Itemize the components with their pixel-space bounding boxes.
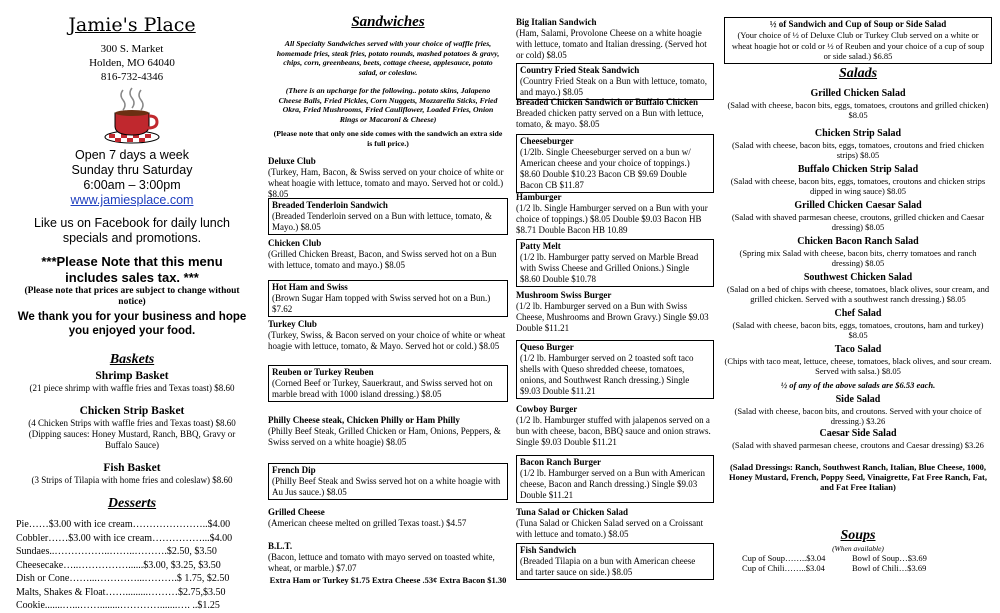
days-range: Sunday thru Saturday xyxy=(71,163,193,177)
dessert-item: Pie……$3.00 with ice cream…………………..$4.00 xyxy=(16,519,231,530)
salad-name: Chicken Strip Salad xyxy=(814,128,902,139)
sandwich-desc: (1/2 lb. Hamburger stuffed with jalapenos served on a bun with cheese, bacon, BBQ sauce and onion straws. Single $9.03 Double $11.21 xyxy=(516,415,711,447)
half-combo-title: ½ of Sandwich and Cup of Soup or Side Salad xyxy=(769,19,947,29)
sandwiches-column-1 xyxy=(268,0,508,607)
sandwich-desc: (Bacon, lettuce and tomato with mayo served on toasted white, wheat, or marble.) $7.07 xyxy=(268,552,495,573)
sandwich-desc: (1/2 lb. Hamburger served on a Bun with American cheese, Bacon and Ranch dressing.) Single $9.03 Double $11.21 xyxy=(520,468,706,500)
price-change-note: (Please note that prices are subject to change without notice) xyxy=(24,286,240,307)
sandwich-desc: (Philly Beef Steak and Swiss served hot on a white hoagie with Au Jus sauce.) $8.05 xyxy=(272,476,501,497)
coffee-cup-logo xyxy=(101,86,163,144)
salad-name: Grilled Chicken Caesar Salad xyxy=(794,200,922,211)
sandwich-desc: (American cheese melted on grilled Texas toast.) $4.57 xyxy=(268,518,467,528)
sandwich-item xyxy=(268,238,508,271)
phone: 816-732-4346 xyxy=(100,71,164,83)
desserts-list xyxy=(16,518,248,613)
sandwich-item xyxy=(516,340,714,399)
facebook-note: Like us on Facebook for daily lunch specials and promotions. xyxy=(34,216,230,245)
salad-desc: (Salad with cheese, bacon bits, eggs, tomatoes, croutons and chicken strips dipped in wing sauce) $8.05 xyxy=(730,176,986,196)
thanks-note: We thank you for your business and hope you enjoyed your food. xyxy=(17,311,247,337)
sandwich-name: Queso Burger xyxy=(520,342,574,352)
sandwich-name: B.L.T. xyxy=(268,541,293,551)
salad-name: Taco Salad xyxy=(834,344,882,355)
basket-item-name: Shrimp Basket xyxy=(95,370,169,382)
dessert-item: Dish or Cone……...…………...……….$ 1.75, $2.50 xyxy=(16,573,230,584)
salad-desc: (Salad on a bed of chips with cheese, tomatoes, black olives, sour cream, and grilled chicken. Served with a southwest ranch dressing.) $8.05 xyxy=(726,284,990,304)
salads-title: Salads xyxy=(838,66,878,81)
sandwich-name: French Dip xyxy=(272,465,316,475)
sandwich-desc: (Country Fried Steak on a Bun with lettuce, tomato, and mayo.) $8.05 xyxy=(520,76,707,97)
dressings-note: (Salad Dressings: Ranch, Southwest Ranch, Italian, Blue Cheese, 1000, Honey Mustard, French, Poppy Seed, Vinaigrette, Fat Free Ranch, Fat, and Fat Free Italian) xyxy=(728,462,988,492)
steam-icon xyxy=(121,90,125,110)
sandwich-desc: (Ham, Salami, Provolone Cheese on a white hoagie with lettuce, tomato and Italian dressing. (Served hot or cold) $8.05 xyxy=(516,28,707,60)
sandwich-desc: (Turkey, Swiss, & Bacon served on your choice of white or wheat hoagie with lettuce, tomato, & Mayo. Served hot or cold.) $8.05 xyxy=(268,330,506,351)
salad-desc: (Salad with cheese, bacon bits, eggs, tomatoes, croutons and fried chicken strips) $8.05 xyxy=(731,140,985,160)
basket-item-desc: (3 Strips of Tilapia with home fries and coleslaw) $8.60 xyxy=(31,475,233,485)
sandwich-name: Mushroom Swiss Burger xyxy=(516,290,612,300)
basket-item-name: Fish Basket xyxy=(103,462,161,474)
side-salad-desc: (Salad with cheese, bacon bits, and croutons. Served with your choice of dressing.) $3.26 xyxy=(734,406,982,426)
open-days: Open 7 days a week xyxy=(75,148,189,162)
sandwich-name: Bacon Ranch Burger xyxy=(520,457,601,467)
desserts-title: Desserts xyxy=(107,496,157,511)
sandwich-desc: (Brown Sugar Ham topped with Swiss served hot on a Bun.) $7.62 xyxy=(272,293,491,314)
baskets-title: Baskets xyxy=(109,352,155,367)
sandwich-desc: (1/2 lb. Single Hamburger served on a Bun with your choice of toppings.) $8.05 Double $9.03 Bacon HB $8.71 Double Bacon HB 10.89 xyxy=(516,203,708,235)
sandwich-desc: (1/2 lb. Hamburger patty served on Marble Bread with Swiss Cheese and Grilled Onions.) Single $8.60 Double $10.78 xyxy=(520,252,699,284)
salad-desc: (Salad with cheese, bacon bits, eggs, tomatoes, croutons and grilled chicken) $8.05 xyxy=(727,100,989,120)
sandwich-item xyxy=(516,290,714,334)
sandwiches-column-2 xyxy=(516,0,714,607)
dessert-item: Sundaes..……………..……..……….$2.50, $3.50 xyxy=(16,546,217,557)
sandwich-name: Country Fried Steak Sandwich xyxy=(520,65,640,75)
sandwich-name: Turkey Club xyxy=(268,319,317,329)
soups-subtitle: (When available) xyxy=(832,544,884,553)
soup-left: Cup of Chili……..$3.04 xyxy=(742,563,825,573)
sandwich-item xyxy=(268,541,508,574)
soup-left: Cup of Soup……..$3.04 xyxy=(742,553,826,563)
sandwich-item xyxy=(516,455,714,503)
soup-right: Bowl of Chili…$3.69 xyxy=(852,563,927,573)
hours-block xyxy=(16,148,248,208)
basket-item-desc: (21 piece shrimp with waffle fries and Texas toast) $8.60 xyxy=(29,383,235,393)
sandwich-desc: (Breaded Tenderloin served on a Bun with lettuce, tomato, & Mayo.) $8.05 xyxy=(272,211,492,232)
sandwich-name: Patty Melt xyxy=(520,241,561,251)
steam-icon xyxy=(139,90,143,110)
soups-section xyxy=(724,528,992,573)
salad-name: Chicken Bacon Ranch Salad xyxy=(797,236,919,247)
sandwich-name: Chicken Club xyxy=(268,238,322,248)
sandwich-item xyxy=(516,192,714,236)
salad-desc: (Salad with cheese, bacon bits, eggs, tomatoes, croutons, ham and turkey) $8.05 xyxy=(732,320,984,340)
sandwich-desc: (Corned Beef or Turkey, Sauerkraut, and Swiss served hot on marble bread with 1000 island dressing.) $8.05 xyxy=(272,378,493,399)
soup-row xyxy=(724,563,992,573)
sandwich-name: Breaded Chicken Sandwich or Buffalo Chicken xyxy=(516,97,698,107)
cup-icon xyxy=(115,113,149,135)
salad-desc: (Chips with taco meat, lettuce, cheese, tomatoes, black olives, and sour cream. Served with salsa.) $8.05 xyxy=(724,356,992,376)
sandwich-item xyxy=(516,404,714,448)
sandwich-item xyxy=(516,97,714,130)
one-side-note: (Please note that only one side comes with the sandwich an extra side is full price.) xyxy=(273,129,503,148)
sandwich-name: Deluxe Club xyxy=(268,156,316,166)
sandwich-name: Big Italian Sandwich xyxy=(516,17,597,27)
sandwich-name: Tuna Salad or Chicken Salad xyxy=(516,507,629,517)
sandwich-item xyxy=(516,17,714,61)
steam-icon xyxy=(130,88,134,108)
dessert-item: Malts, Shakes & Float…….........………$2.75,$3.50 xyxy=(16,586,226,598)
side-salad-name: Caesar Side Salad xyxy=(819,428,897,439)
sandwich-desc: (1/2 lb. Hamburger served on a Bun with Swiss Cheese, Mushrooms and Brown Gravy.) Single $9.03 Double $11.21 xyxy=(516,301,709,333)
basket-item-name: Chicken Strip Basket xyxy=(79,405,185,417)
sales-tax-note: ***Please Note that this menu includes sales tax. *** xyxy=(41,254,223,285)
sandwich-name: Hamburger xyxy=(516,192,562,202)
soup-row xyxy=(724,553,992,563)
salad-name: Buffalo Chicken Strip Salad xyxy=(797,164,919,175)
sandwich-item xyxy=(516,63,714,100)
basket-item-desc: (4 Chicken Strips with waffle fries and Texas toast) $8.60 (Dipping sauces: Honey Mustard, Ranch, BBQ, Gravy or Buffalo Sauce) xyxy=(28,418,236,450)
sandwich-item xyxy=(516,507,714,540)
sandwich-desc: (Grilled Chicken Breast, Bacon, and Swiss served hot on a Bun with lettuce, tomato and mayo.) $8.05 xyxy=(268,249,497,270)
sandwiches-title: Sandwiches xyxy=(351,14,425,30)
dessert-item: Cookie.......…...……........………….......…. ..$1.25 xyxy=(16,600,220,611)
sandwich-item xyxy=(268,507,508,529)
salad-desc: (Salad with shaved parmesan cheese, croutons, grilled chicken and Caesar dressing) $8.05 xyxy=(731,212,985,232)
sandwich-desc: (Breaded Tilapia on a bun with American cheese and tarter sauce on side.) $8.05 xyxy=(520,556,696,577)
sandwich-name: Cheeseburger xyxy=(520,136,574,146)
sandwich-item xyxy=(268,319,508,352)
website-link[interactable]: www.jamiesplace.com xyxy=(70,193,194,207)
sandwich-item xyxy=(268,463,508,500)
salad-name: Chef Salad xyxy=(834,308,882,319)
sandwich-name: Cowboy Burger xyxy=(516,404,578,414)
sandwich-desc: Breaded chicken patty served on a Bun with lettuce, tomato, & mayo. $8.05 xyxy=(516,108,704,129)
sandwich-item xyxy=(516,134,714,193)
sandwich-name: Philly Cheese steak, Chicken Philly or Ham Philly xyxy=(268,415,460,425)
salads-soups-column xyxy=(724,0,992,607)
sandwich-desc: (1/2lb. Single Cheeseburger served on a bun w/ American cheese and your choice of toppings.) $8.60 Double $10.23 Bacon CB $9.69 Double Bacon CB $11.87 xyxy=(520,147,691,190)
city: Holden, MO 64040 xyxy=(89,57,175,69)
salad-name: Grilled Chicken Salad xyxy=(810,88,906,99)
sandwich-desc: (Philly Beef Steak, Grilled Chicken or Ham, Onions, Peppers, & Swiss served on a white hoagie) $8.05 xyxy=(268,426,501,447)
hours: 6:00am – 3:00pm xyxy=(83,178,181,192)
half-combo-desc: (Your choice of ½ of Deluxe Club or Turkey Club served on a white or wheat hoagie hot or cold or ½ of Reuben and your choice of a cup of soup or side salad.) $6.85 xyxy=(731,30,985,61)
sandwich-name: Grilled Cheese xyxy=(268,507,325,517)
side-salad-desc: (Salad with shaved parmesan cheese, croutons and Caesar dressing) $3.26 xyxy=(732,440,984,450)
sandwich-desc: (1/2 lb. Hamburger served on 2 toasted soft taco shells with Queso shredded cheese, tomatoes, onions, and Southwest Ranch dressing.) Single $9.03 Double $11.21 xyxy=(520,353,694,396)
info-column xyxy=(0,0,260,611)
soups-title: Soups xyxy=(840,528,876,543)
dessert-item: Cobbler……$3.00 with ice cream……………...$4.00 xyxy=(16,532,233,544)
extras-note: Extra Ham or Turkey $1.75 Extra Cheese .53¢ Extra Bacon $1.30 xyxy=(269,575,507,585)
sandwich-item xyxy=(516,543,714,580)
sandwich-name: Hot Ham and Swiss xyxy=(272,282,348,292)
sandwich-desc: (Turkey, Ham, Bacon, & Swiss served on your choice of white or wheat hoagie with lettuce, tomato and mayo. Served hot or cold.) $8.05 xyxy=(268,167,504,199)
salad-name: Southwest Chicken Salad xyxy=(803,272,913,283)
sandwich-name: Breaded Tenderloin Sandwich xyxy=(272,200,388,210)
address-block xyxy=(16,42,248,84)
sandwich-desc: (Tuna Salad or Chicken Salad served on a Croissant with lettuce and tomato.) $8.05 xyxy=(516,518,704,539)
sandwich-name: Reuben or Turkey Reuben xyxy=(272,367,374,377)
dessert-item: Cheesecake…..……………......$3.00, $3.25, $3.50 xyxy=(16,559,221,571)
sandwich-item xyxy=(268,415,508,448)
sandwich-item xyxy=(268,365,508,402)
sandwich-item xyxy=(268,198,508,235)
soup-right: Bowl of Soup…$3.69 xyxy=(852,553,927,563)
half-combo-box xyxy=(724,17,992,64)
sandwich-item xyxy=(268,280,508,317)
side-salad-name: Side Salad xyxy=(835,394,881,405)
restaurant-name: Jamie's Place xyxy=(68,14,196,36)
sandwich-item xyxy=(516,239,714,287)
sandwich-name: Fish Sandwich xyxy=(520,545,577,555)
salads-section xyxy=(724,66,992,492)
upcharge-note: (There is an upcharge for the following.. potato skins, Jalapeno Cheese Balls, Fried Pickles, Corn Nuggets, Mozzarella Sticks, Fried Okra, Fried Mushrooms, Fried Cauliflower, Loaded Fries, Onion Rings or Macaroni & Cheese) xyxy=(278,86,498,124)
street: 300 S. Market xyxy=(100,43,164,55)
half-salad-note: ½ of any of the above salads are $6.53 each. xyxy=(780,380,936,390)
sandwich-item xyxy=(268,156,508,200)
sandwiches-intro: All Specialty Sandwiches served with your choice of waffle fries, homemade fries, steak fries, potato rounds, mashed potatoes & gravy, chips, corn, greenbeans, beets, cottage cheese, applesauce, potato salad, or coleslaw. xyxy=(276,39,500,77)
salad-desc: (Spring mix Salad with cheese, bacon bits, cherry tomatoes and ranch dressing) $8.05 xyxy=(739,248,977,268)
